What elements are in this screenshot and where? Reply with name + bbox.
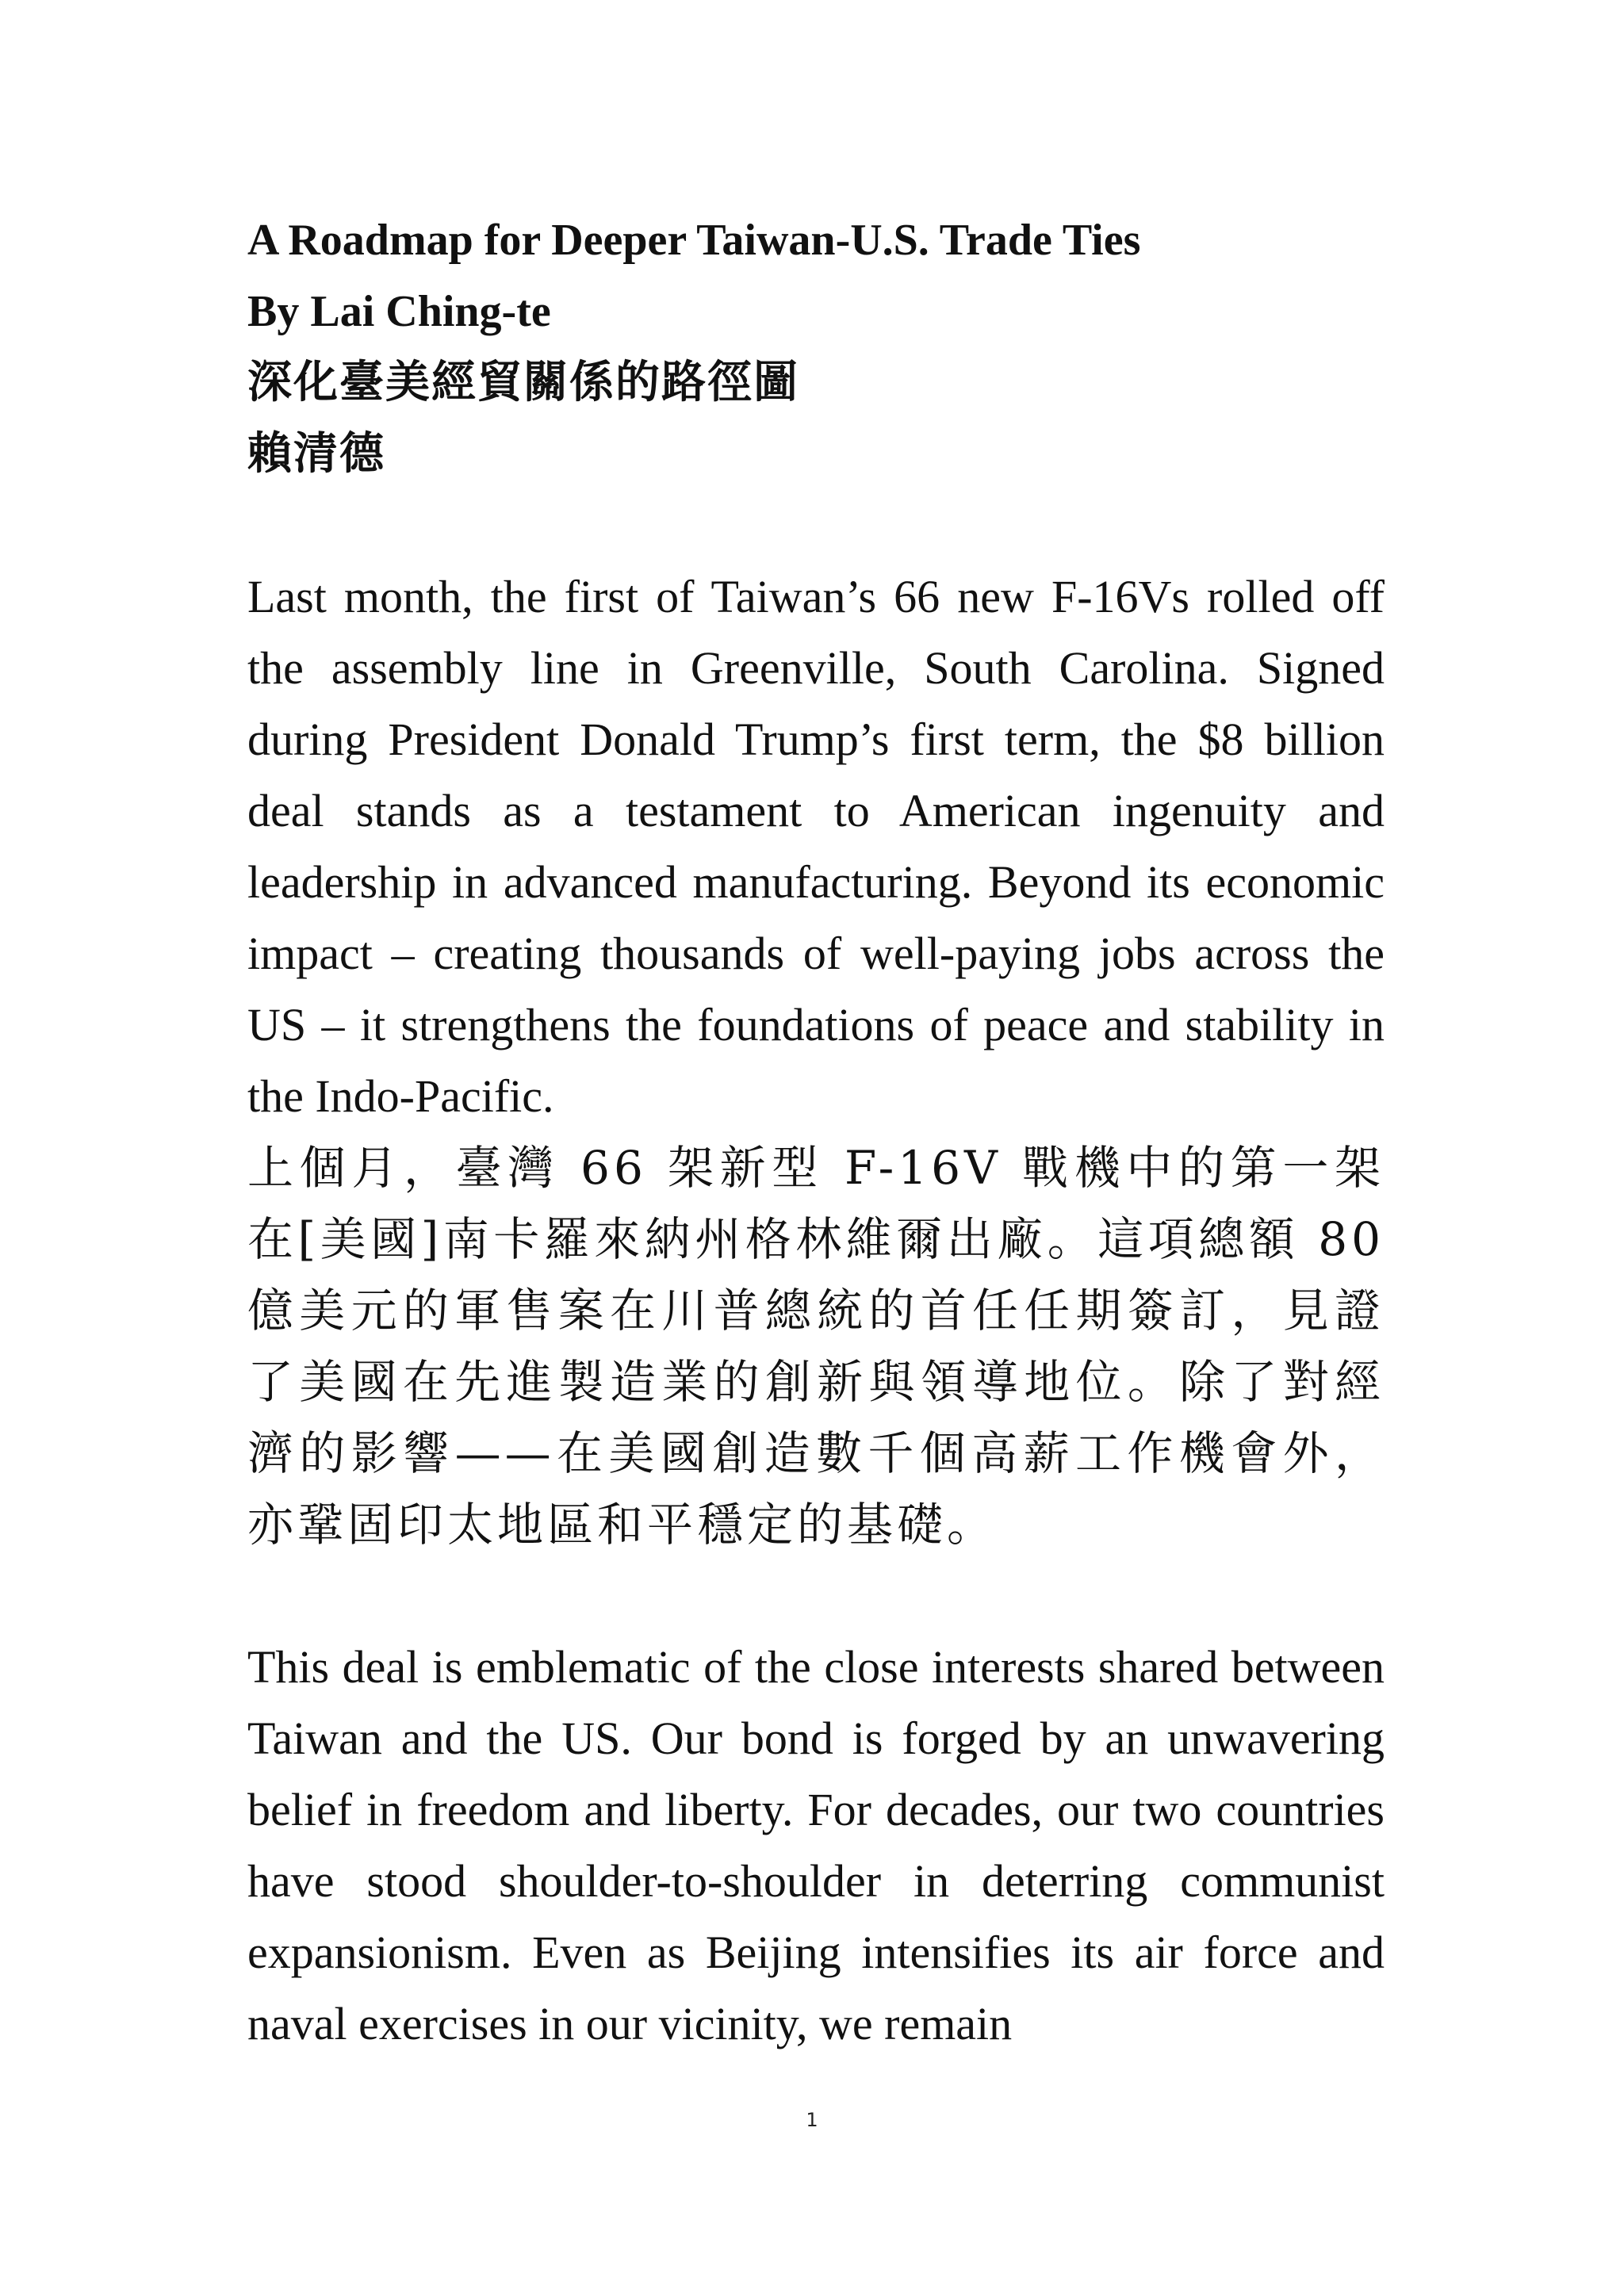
spacer (247, 490, 1385, 561)
spacer (247, 1560, 1385, 1632)
paragraph-chinese-1: 上個月，臺灣 66 架新型 F-16V 戰機中的第一架在[美國]南卡羅來納州格林維爾出廠。這項總額 80 億美元的軍售案在川普總統的首任任期簽訂，見證了美國在先進製造業的創新與領導地位。除了對經濟的影響——在美國創造數千個高薪工作機會外，亦鞏固印太地區和平穩定的基礎。 (247, 1141, 1385, 1552)
title-english: A Roadmap for Deeper Taiwan-U.S. Trade Ties (247, 216, 1141, 265)
title-chinese: 深化臺美經貿關係的路徑圖 (247, 358, 799, 408)
paragraph-english-2: This deal is emblematic of the close interests shared between Taiwan and the US. Our bond is forged by an unwavering belief in freedom and liberty. For decades, our two countries have stood shoulder-to-shoulder in deterring communist expansionism. Even as Beijing intensifies its air force and naval exercises in our vicinity, we remain (247, 1641, 1385, 2049)
page-number: 1 (806, 2109, 818, 2131)
document-body (247, 205, 1385, 2060)
byline-english: By Lai Ching-te (247, 287, 551, 336)
title-block (247, 205, 1385, 490)
byline-chinese: 賴清德 (247, 430, 385, 479)
paragraph-english-1: Last month, the first of Taiwan’s 66 new F-16Vs rolled off the assembly line in Greenville, South Carolina. Signed during President Donald Trump’s first term, the $8 billion deal stands as a testament to American ingenuity and leadership in advanced manufacturing. Beyond its economic impact – creating thousands of well-paying jobs across the US – it strengthens the foundations of peace and stability in the Indo-Pacific. (247, 571, 1385, 1122)
